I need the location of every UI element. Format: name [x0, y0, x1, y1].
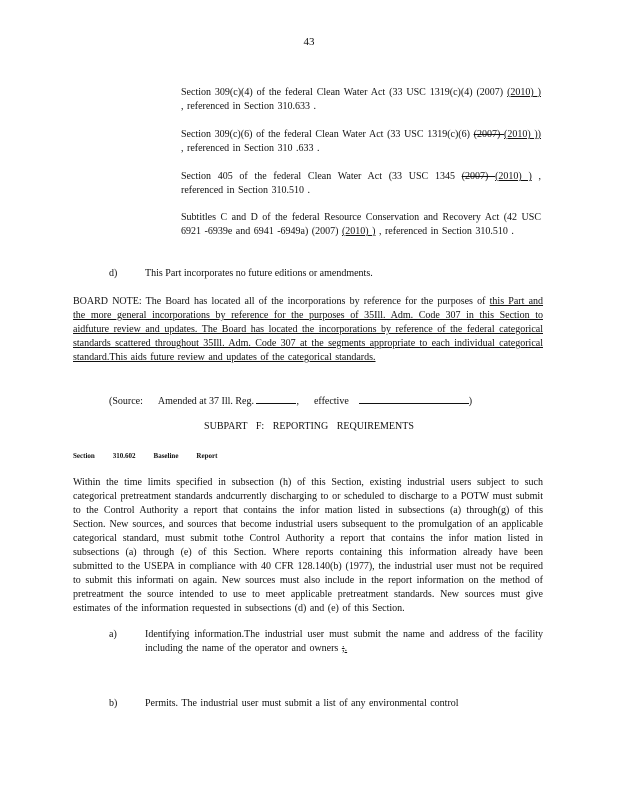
- inserted-text: .: [344, 643, 348, 654]
- reference-text: Section 309(c)(6) of the federal Clean Water Act (33 USC 1319(c)(6): [181, 129, 474, 140]
- subsection-d: [109, 267, 373, 281]
- effective-date-blank: [359, 394, 469, 404]
- inserted-text: (2010) ): [341, 226, 376, 237]
- inserted-text: (2010) ): [495, 171, 532, 182]
- subsection-text: [145, 628, 543, 656]
- reference-paragraph: [181, 170, 541, 198]
- reference-paragraph: [181, 211, 541, 239]
- page-number: 43: [303, 36, 315, 48]
- subsection-label: d): [109, 268, 118, 279]
- section-number: 310.602: [112, 452, 136, 460]
- reference-text: , referenced in Section 310.633 .: [181, 101, 316, 112]
- source-effective: effective: [313, 396, 349, 407]
- section-title-word: Baseline: [153, 452, 179, 460]
- subsection-a: [109, 628, 543, 656]
- reference-text: Section 405 of the federal Clean Water Act (33 USC 1345: [181, 171, 462, 182]
- source-close: ): [468, 396, 473, 407]
- section-heading: [73, 452, 235, 460]
- reference-text: , referenced in Section 310.510 .: [181, 171, 542, 196]
- deleted-text: (2007): [473, 129, 504, 140]
- reference-paragraph: [181, 86, 541, 114]
- source-comma: ,: [296, 396, 299, 407]
- register-blank: [256, 394, 296, 404]
- board-note-text: BOARD NOTE: The Board has located all of the incorporations by reference for the purposes of: [73, 296, 490, 307]
- subsection-a-text: Identifying information.The industrial user must submit the name and address of the facility including the name of the operator and owners: [145, 629, 543, 654]
- section-body-text: Within the time limits specified in subsection (h) of this Section, existing industrial users subject to such categorical pretreatment standards andcurrently discharging to or scheduled to discharge to a POTW must submit to the Control Authority a report that contains the infor mation listed in subsections (a) through(g) of this Section. New sources, and sources that become industrial users subsequent to the promulgation of an applicable categorical standard, must submit tothe Control Authority a report that contains the infor mation listed in subsections (a) through (e) of this Section. Where reports containing this information already have been submitted to the USEPA in compliance with 40 CFR 128.140(b) (1977), the industrial user must not be required to submit this informati on again. New sources must also include in the report information on the method of pretreatment the source intended to use to meet applicable pretreatment standards. New sources must give estimates of the information requested in subsections (d) and (e) of this Section.: [73, 477, 543, 614]
- inserted-text: (2010) )): [504, 129, 541, 140]
- source-label: (Source:: [109, 396, 143, 407]
- source-amended: Amended at 37 Ill. Reg.: [157, 396, 254, 407]
- subsection-text: This Part incorporates no future editions or amendments.: [145, 268, 373, 279]
- deleted-text: ;: [341, 643, 345, 654]
- subsection-b: [109, 697, 543, 711]
- section-title-word: Report: [196, 452, 218, 460]
- reference-text: Section 309(c)(4) of the federal Clean Water Act (33 USC 1319(c)(4) (2007): [181, 87, 508, 98]
- board-note: [73, 295, 543, 365]
- board-note-inserted-text: this Part and the more general incorporations by reference for the purposes of 35Ill. Adm. Code 307 in this Section to aidfuture review and updates. The Board has located the incorporations by reference of the federal categorical standards scattered throughout 35Ill. Adm. Code 307 at the segments appropriate to each individual categorical standard.This aids future review and updates of the categorical standards.: [73, 296, 544, 363]
- subsection-label: b): [109, 698, 118, 709]
- section-label: Section: [73, 452, 95, 460]
- subsection-text: Permits. The industrial user must submit a list of any environmental control: [145, 698, 459, 709]
- subpart-heading: SUBPART F: REPORTING REQUIREMENTS: [204, 421, 414, 432]
- reference-text: , referenced in Section 310 .633 .: [181, 143, 320, 154]
- inserted-text: (2010) ): [507, 87, 541, 98]
- deleted-text: (2007): [461, 171, 496, 182]
- reference-text: Subtitles C and D of the federal Resource Conservation and Recovery Act (42 USC 6921 -6939e and 6941 -6949a) (2007): [181, 212, 541, 237]
- reference-text: , referenced in Section 310.510 .: [375, 226, 514, 237]
- subsection-label: a): [109, 629, 117, 640]
- reference-paragraph: [181, 128, 541, 156]
- source-note: [109, 394, 472, 409]
